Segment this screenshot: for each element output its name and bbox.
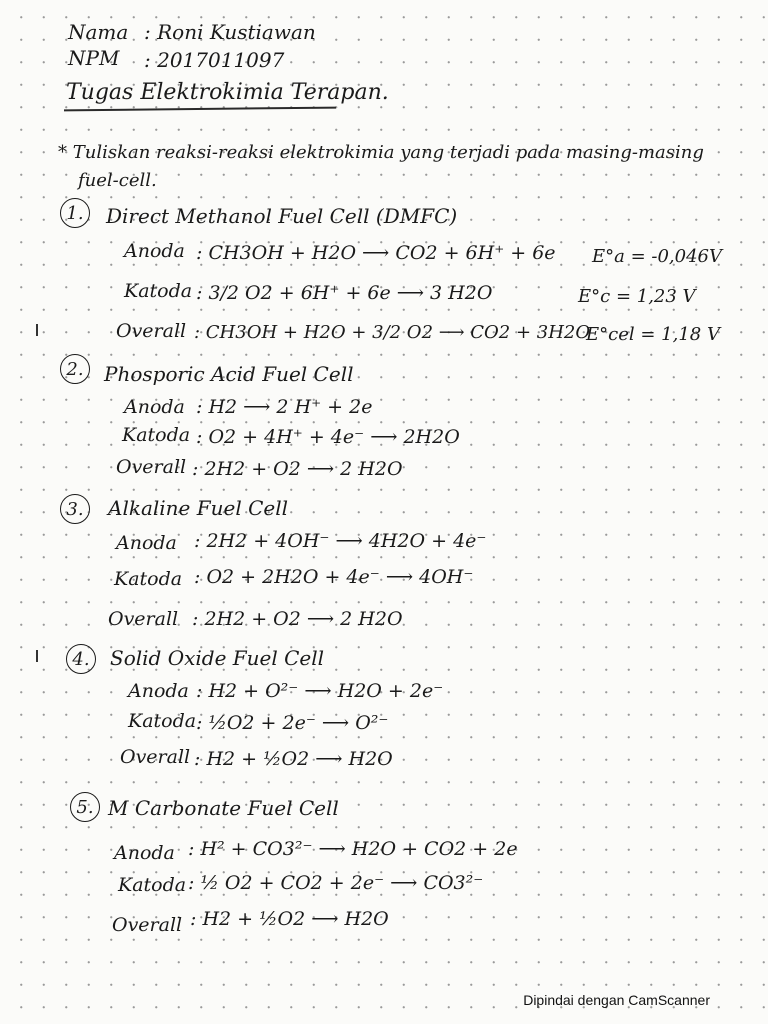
electrode-potential: E°cel = 1,18 V	[586, 324, 720, 345]
equation-label: Katoda	[114, 568, 183, 590]
equation-label: Katoda	[124, 280, 193, 302]
electrode-potential: E°c = 1,23 V	[578, 286, 696, 307]
equation: : 2H2 + O2 ⟶ 2 H2O	[192, 458, 403, 480]
equation-label: Anoda	[116, 532, 177, 554]
section-number-4: 4.	[66, 644, 96, 674]
section-heading-4: Solid Oxide Fuel Cell	[110, 646, 325, 670]
section-heading-3: Alkaline Fuel Cell	[108, 496, 289, 520]
margin-mark	[36, 324, 38, 336]
title-underline	[64, 107, 336, 112]
margin-mark	[36, 650, 38, 662]
equation: : ½O2 + 2e⁻ ⟶ O²⁻	[196, 712, 389, 734]
equation-label: Anoda	[124, 240, 185, 262]
equation: : 2H2 + O2 ⟶ 2 H2O	[192, 608, 403, 630]
equation: : CH3OH + H2O ⟶ CO2 + 6H⁺ + 6e	[196, 242, 556, 264]
equation-label: Overall	[112, 914, 183, 936]
section-heading-1: Direct Methanol Fuel Cell (DMFC)	[106, 204, 458, 228]
equation-label: Katoda	[122, 424, 191, 446]
equation: : H2 + O²⁻ ⟶ H2O + 2e⁻	[196, 680, 444, 702]
section-number-5: 5.	[70, 792, 100, 822]
equation: : 2H2 + 4OH⁻ ⟶ 4H2O + 4e⁻	[194, 530, 487, 552]
section-number-3: 3.	[60, 494, 90, 524]
equation: : ½ O2 + CO2 + 2e⁻ ⟶ CO3²⁻	[188, 872, 484, 894]
scanner-watermark: Dipindai dengan CamScanner	[523, 992, 710, 1008]
electrode-potential: E°a = -0,046V	[592, 246, 723, 267]
equation-label: Katoda	[118, 874, 187, 896]
npm-label: NPM	[68, 46, 120, 70]
equation: : CH3OH + H2O + 3/2 O2 ⟶ CO2 + 3H2O	[194, 322, 591, 343]
section-heading-5: M Carbonate Fuel Cell	[108, 796, 339, 820]
name-value: : Roni Kustiawan	[144, 20, 316, 44]
equation: : H² + CO3²⁻ ⟶ H2O + CO2 + 2e	[188, 838, 518, 860]
equation-label: Anoda	[124, 396, 185, 418]
name-label: Nama	[68, 20, 129, 44]
task-line-2: fuel-cell.	[78, 170, 157, 191]
equation-label: Katoda	[128, 710, 197, 732]
npm-value: : 2017011097	[144, 48, 285, 72]
equation-label: Anoda	[128, 680, 189, 702]
section-heading-2: Phosporic Acid Fuel Cell	[104, 362, 354, 386]
equation-label: Overall	[116, 456, 187, 478]
page-title: Tugas Elektrokimia Terapan.	[66, 80, 389, 105]
equation: : H2 + ½O2 ⟶ H2O	[194, 748, 393, 770]
equation: : O2 + 2H2O + 4e⁻ ⟶ 4OH⁻	[194, 566, 474, 588]
equation: : 3/2 O2 + 6H⁺ + 6e ⟶ 3 H2O	[196, 282, 493, 304]
equation: : H2 + ½O2 ⟶ H2O	[190, 908, 389, 930]
equation-label: Overall	[108, 608, 179, 630]
equation: : H2 ⟶ 2 H⁺ + 2e	[196, 396, 373, 418]
section-number-2: 2.	[60, 354, 90, 384]
equation: : O2 + 4H⁺ + 4e⁻ ⟶ 2H2O	[196, 426, 460, 448]
task-line-1: * Tuliskan reaksi-reaksi elektrokimia yang terjadi pada masing-masing	[58, 142, 704, 163]
section-number-1: 1.	[60, 198, 90, 228]
equation-label: Overall	[116, 320, 187, 342]
equation-label: Overall	[120, 746, 191, 768]
equation-label: Anoda	[114, 842, 175, 864]
